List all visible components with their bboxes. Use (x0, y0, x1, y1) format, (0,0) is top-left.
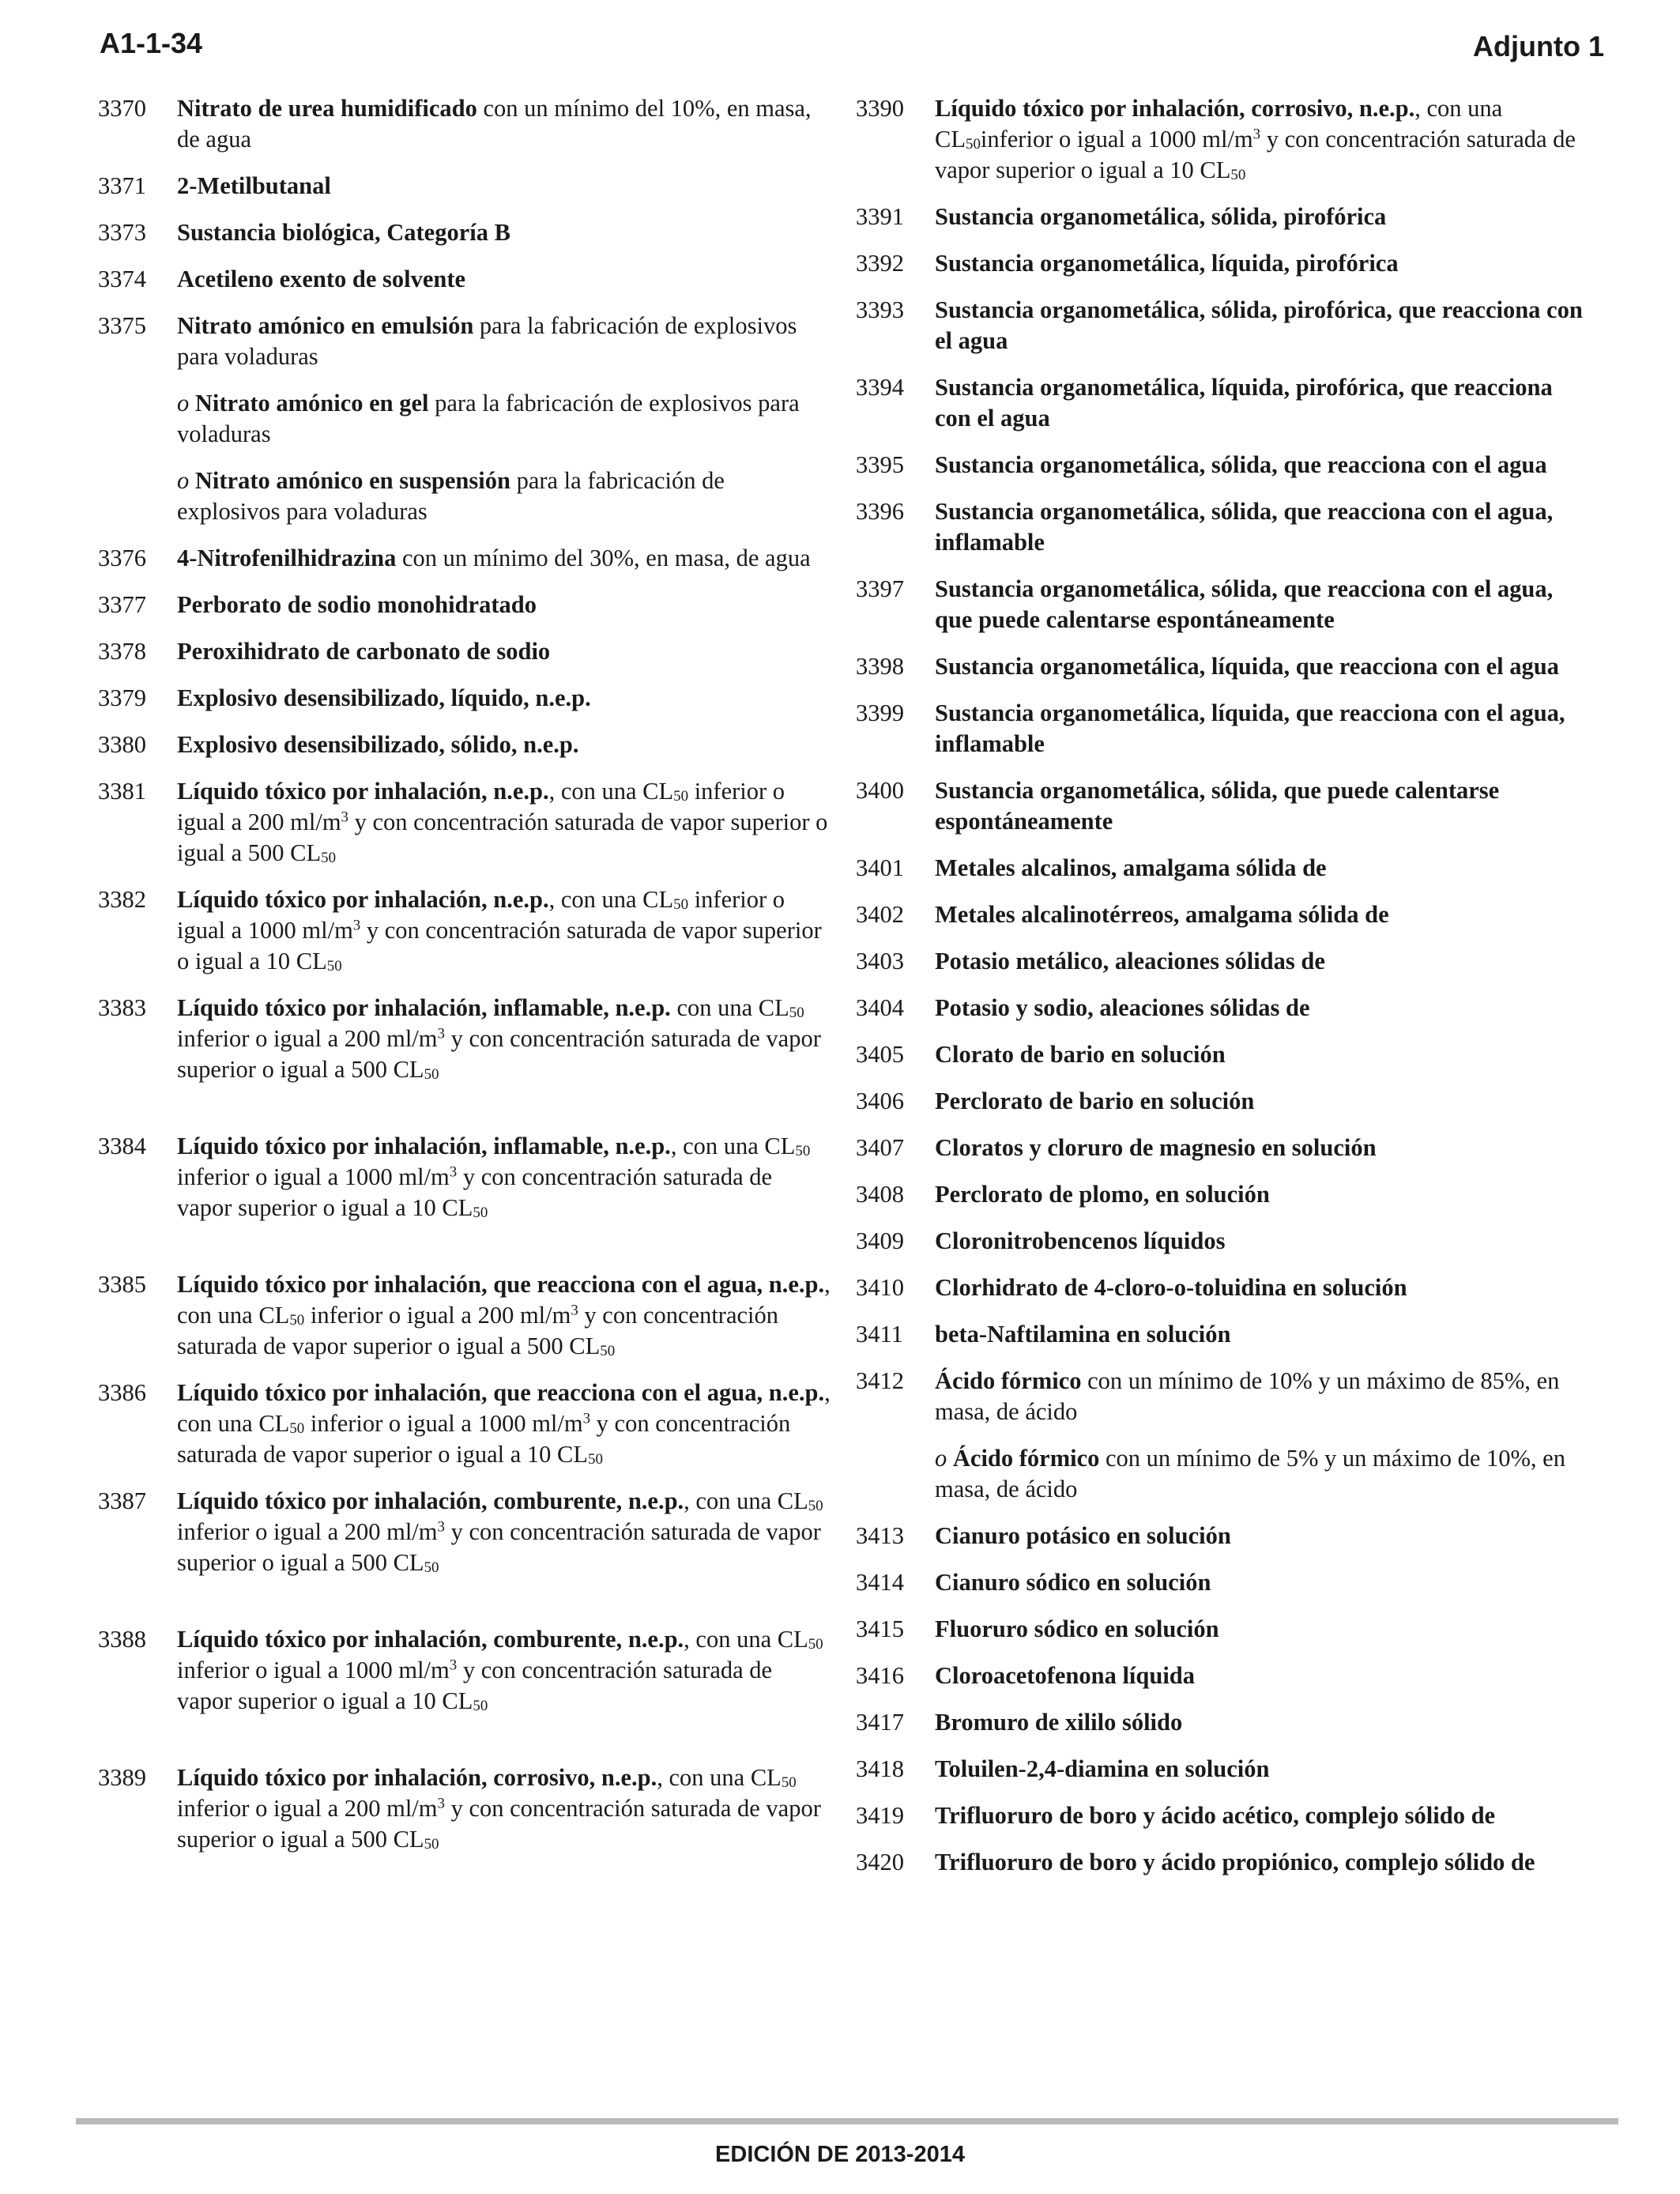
superscript: 3 (437, 1795, 445, 1812)
un-number: 3374 (98, 266, 146, 292)
superscript: 3 (341, 809, 348, 826)
entry-name: Líquido tóxico por inhalación, inflamable, n.e.p. (177, 1133, 671, 1159)
entry-text (177, 590, 833, 620)
subscript: 50 (473, 1204, 488, 1221)
list-item (856, 1366, 1591, 1427)
entry-name: Metales alcalinotérreos, amalgama sólida de (935, 901, 1389, 928)
entry-detail: y con concentración saturada de vapor superior o igual a 10 CL (935, 126, 1576, 183)
list-item (98, 1624, 833, 1717)
entry-detail: para la fabricación de explosivos para voladuras (177, 390, 800, 447)
un-number: 3418 (856, 1755, 904, 1782)
right-column (856, 93, 1591, 1894)
un-number: 3404 (856, 994, 904, 1021)
entry-name: 2-Metilbutanal (177, 172, 331, 199)
subscript: 50 (789, 1004, 804, 1021)
list-item (856, 450, 1591, 481)
entry-text (177, 993, 833, 1085)
subscript: 50 (808, 1635, 823, 1653)
entry-text (177, 776, 833, 869)
list-item (856, 1226, 1591, 1257)
list-item (98, 93, 833, 155)
subscript: 50 (795, 1142, 811, 1159)
entry-detail: inferior o igual a 200 ml/m (177, 1518, 438, 1545)
un-number: 3377 (98, 591, 146, 618)
entry-detail: con un mínimo del 10%, en masa, de agua (177, 95, 812, 153)
list-item (98, 993, 833, 1085)
entry-detail: y con concentración saturada de vapor superior o igual a 10 CL (177, 917, 822, 974)
entry-name: Toluilen-2,4-diamina en solución (935, 1755, 1270, 1782)
list-item (98, 217, 833, 248)
entry-name: 4-Nitrofenilhidrazina (177, 545, 397, 571)
entry-name: Líquido tóxico por inhalación, que reacciona con el agua, n.e.p. (177, 1271, 825, 1298)
list-item (856, 993, 1591, 1023)
list-item (856, 248, 1591, 279)
entry-detail: con un mínimo del 30%, en masa, de agua (396, 545, 811, 571)
entry-detail: y con concentración saturada de vapor superior o igual a 10 CL (177, 1163, 773, 1221)
entry-name: Trifluoruro de boro y ácido acético, complejo sólido de (935, 1802, 1496, 1829)
entry-name: Líquido tóxico por inhalación, inflamable, n.e.p. (177, 994, 671, 1021)
entry-text (177, 543, 833, 574)
entry-detail: inferior o igual a 200 ml/m (177, 778, 785, 835)
entry-detail: inferior o igual a 1000 ml/m (177, 1163, 450, 1190)
superscript: 3 (582, 1410, 591, 1427)
entry-text (177, 884, 833, 977)
un-number: 3370 (98, 95, 146, 122)
un-number: 3378 (98, 638, 146, 665)
un-number: 3402 (856, 901, 904, 928)
entry-name: Ácido fórmico (935, 1367, 1082, 1394)
entry-name: beta-Naftilamina en solución (935, 1321, 1231, 1348)
entry-name: Ácido fórmico (952, 1445, 1100, 1472)
un-number: 3385 (98, 1271, 146, 1298)
entry-name: Peroxihidrato de carbonato de sodio (177, 638, 551, 665)
entry-text (177, 171, 833, 202)
un-number: 3392 (856, 250, 904, 277)
un-number: 3391 (856, 203, 904, 230)
list-item (98, 729, 833, 760)
un-number: 3398 (856, 653, 904, 680)
un-number: 3375 (98, 312, 146, 339)
subscript: 50 (1230, 166, 1246, 183)
list-item (98, 311, 833, 372)
un-number: 3383 (98, 994, 146, 1021)
entry-detail: , con una CL (935, 95, 1503, 153)
superscript: 3 (449, 1657, 458, 1674)
subscript: 50 (588, 1450, 603, 1468)
list-item (98, 543, 833, 574)
alternate-entry (935, 1443, 1591, 1505)
entry-name: Metales alcalinos, amalgama sólida de (935, 854, 1327, 881)
entry-name: Clorhidrato de 4-cloro-o-toluidina en solución (935, 1274, 1407, 1301)
alternate-entry (177, 388, 833, 450)
un-number: 3373 (98, 219, 146, 246)
list-item (98, 1486, 833, 1578)
footer-divider (76, 2118, 1618, 2124)
un-number: 3376 (98, 545, 146, 571)
entry-name: Líquido tóxico por inhalación, n.e.p. (177, 886, 549, 913)
list-item (98, 264, 833, 295)
entry-name: Clorato de bario en solución (935, 1041, 1226, 1068)
un-number: 3400 (856, 777, 904, 804)
list-item (856, 1086, 1591, 1117)
un-number: 3411 (856, 1321, 903, 1348)
entry-name: Líquido tóxico por inhalación, corrosivo, n.e.p. (177, 1764, 657, 1791)
entry-name: Cianuro potásico en solución (935, 1522, 1231, 1549)
entry-detail: y con concentración saturada de vapor superior o igual a 10 CL (177, 1657, 773, 1714)
un-number: 3416 (856, 1662, 904, 1689)
un-number: 3393 (856, 296, 904, 323)
subscript: 50 (965, 135, 981, 153)
subscript: 50 (600, 1342, 616, 1359)
un-number: 3401 (856, 854, 904, 881)
superscript: 3 (1252, 126, 1261, 143)
list-item (856, 372, 1591, 434)
list-item (856, 1319, 1591, 1350)
list-item (98, 884, 833, 977)
un-number: 3389 (98, 1764, 146, 1791)
entry-name: Potasio y sodio, aleaciones sólidas de (935, 994, 1310, 1021)
list-item (98, 171, 833, 202)
entry-name: Acetileno exento de solvente (177, 266, 466, 292)
entry-name: Cloroacetofenona líquida (935, 1662, 1196, 1689)
superscript: 3 (449, 1163, 458, 1181)
un-number: 3382 (98, 886, 146, 913)
un-number: 3390 (856, 95, 904, 122)
list-item (856, 1800, 1591, 1831)
un-number: 3386 (98, 1379, 146, 1406)
entry-text (177, 1762, 833, 1855)
list-item (856, 1179, 1591, 1210)
entry-text (177, 1624, 833, 1717)
entry-name: Explosivo desensibilizado, sólido, n.e.p. (177, 731, 579, 758)
list-item (856, 496, 1591, 558)
list-item (856, 1614, 1591, 1645)
un-number: 3379 (98, 684, 146, 711)
entry-text (935, 1366, 1591, 1427)
entry-name: Sustancia organometálica, sólida, que reacciona con el agua (935, 451, 1547, 478)
entry-text (177, 636, 833, 667)
entry-text (177, 683, 833, 714)
entry-detail: y con concentración saturada de vapor superior o igual a 10 CL (177, 1410, 791, 1468)
left-column (98, 93, 833, 1871)
list-item (98, 590, 833, 620)
entry-text (177, 264, 833, 295)
un-number: 3395 (856, 451, 904, 478)
entry-detail: inferior o igual a 200 ml/m (177, 1025, 438, 1052)
entry-text (177, 217, 833, 248)
entry-detail: , con una CL (177, 1271, 831, 1329)
edition-footer: EDICIÓN DE 2013-2014 (715, 2142, 965, 2167)
un-number: 3403 (856, 948, 904, 974)
subscript: 50 (424, 1065, 439, 1083)
entry-detail: , con una CL (684, 1626, 808, 1653)
subscript: 50 (321, 849, 337, 866)
entry-name: Sustancia organometálica, sólida, que puede calentarse espontáneamente (935, 777, 1500, 835)
list-item (98, 1762, 833, 1855)
un-number: 3410 (856, 1274, 904, 1301)
un-number: 3381 (98, 778, 146, 805)
entry-name: Nitrato amónico en suspensión (194, 467, 510, 494)
list-item (856, 899, 1591, 930)
un-number: 3384 (98, 1133, 146, 1159)
entry-detail: inferior o igual a 1000 ml/m (177, 886, 785, 944)
entry-text (177, 93, 833, 155)
entry-name: Fluoruro sódico en solución (935, 1615, 1219, 1642)
list-item (856, 1272, 1591, 1303)
subscript: 50 (289, 1311, 305, 1329)
entry-name: Sustancia organometálica, líquida, que reacciona con el agua (935, 653, 1559, 680)
un-number: 3415 (856, 1615, 904, 1642)
entry-name: Sustancia organometálica, sólida, pirofórica, que reacciona con el agua (935, 296, 1583, 354)
alternate-conjunction: o (177, 390, 195, 417)
list-item (856, 295, 1591, 356)
entry-name: Explosivo desensibilizado, líquido, n.e.p. (177, 684, 591, 711)
superscript: 3 (352, 917, 361, 934)
entry-name: Potasio metálico, aleaciones sólidas de (935, 948, 1325, 974)
un-number: 3417 (856, 1709, 904, 1736)
entry-detail: para la fabricación de explosivos para voladuras (177, 312, 797, 370)
list-item (856, 853, 1591, 884)
un-number: 3371 (98, 172, 146, 199)
list-item (856, 1847, 1591, 1878)
entry-detail: y con concentración saturada de vapor superior o igual a 500 CL (177, 1025, 821, 1083)
entry-detail: y con concentración saturada de vapor superior o igual a 500 CL (177, 1795, 821, 1853)
entry-detail: , con una CL (684, 1487, 808, 1514)
entry-name: Nitrato amónico en gel (194, 390, 429, 417)
list-item (856, 574, 1591, 635)
list-item (98, 776, 833, 869)
entry-detail: inferior o igual a 1000 ml/m (304, 1410, 583, 1437)
list-item (856, 1567, 1591, 1598)
entry-name: Sustancia organometálica, sólida, que reacciona con el agua, que puede calentarse espontáneamente (935, 575, 1554, 633)
un-number: 3419 (856, 1802, 904, 1829)
entry-detail: con una CL (670, 994, 789, 1021)
list-item (856, 651, 1591, 682)
attachment-label: Adjunto 1 (1473, 30, 1604, 62)
un-number: 3394 (856, 374, 904, 401)
un-number: 3412 (856, 1367, 904, 1394)
alternate-conjunction: o (177, 467, 195, 494)
subscript: 50 (424, 1835, 439, 1853)
entry-detail: , con una CL (548, 778, 674, 805)
subscript: 50 (781, 1774, 797, 1791)
entry-text (177, 1486, 833, 1578)
list-item (856, 1707, 1591, 1738)
entry-name: Sustancia organometálica, líquida, pirofórica (935, 250, 1399, 277)
subscript: 50 (673, 787, 689, 805)
entry-name: Perclorato de plomo, en solución (935, 1181, 1270, 1208)
entry-detail: , con una CL (177, 1379, 831, 1437)
entry-name: Líquido tóxico por inhalación, corrosivo, n.e.p. (935, 95, 1415, 122)
entry-detail: y con concentración saturada de vapor superior o igual a 500 CL (177, 1518, 821, 1576)
un-number: 3407 (856, 1134, 904, 1161)
entry-name: Nitrato amónico en emulsión (177, 312, 474, 339)
list-item (98, 1131, 833, 1223)
entry-name: Líquido tóxico por inhalación, comburente, n.e.p. (177, 1626, 684, 1653)
un-number: 3413 (856, 1522, 904, 1549)
subscript: 50 (808, 1497, 823, 1514)
entry-detail: , con una CL (670, 1133, 796, 1159)
un-number: 3420 (856, 1849, 904, 1875)
subscript: 50 (673, 895, 689, 913)
subscript: 50 (289, 1419, 305, 1437)
list-item (98, 1378, 833, 1470)
entry-name: Cloratos y cloruro de magnesio en solución (935, 1134, 1377, 1161)
entry-name: Sustancia biológica, Categoría B (177, 219, 510, 246)
un-number: 3405 (856, 1041, 904, 1068)
entry-name: Cianuro sódico en solución (935, 1569, 1211, 1596)
entry-name: Bromuro de xililo sólido (935, 1709, 1183, 1736)
superscript: 3 (437, 1025, 445, 1042)
entry-detail: y con concentración saturada de vapor superior o igual a 500 CL (177, 809, 828, 866)
entry-detail: inferior o igual a 1000 ml/m (177, 1657, 450, 1683)
entry-name: Sustancia organometálica, líquida, que reacciona con el agua, inflamable (935, 699, 1565, 757)
entry-detail: inferior o igual a 1000 ml/m (980, 126, 1253, 153)
list-item (856, 1661, 1591, 1691)
list-item (856, 1754, 1591, 1785)
entry-detail: , con una CL (548, 886, 674, 913)
un-number: 3408 (856, 1181, 904, 1208)
alternate-entry (177, 466, 833, 527)
entry-name: Nitrato de urea humidificado (177, 95, 477, 122)
un-number: 3387 (98, 1487, 146, 1514)
list-item (856, 1521, 1591, 1551)
list-item (856, 698, 1591, 760)
entry-detail: , con una CL (657, 1764, 782, 1791)
entry-name: Líquido tóxico por inhalación, que reacciona con el agua, n.e.p. (177, 1379, 825, 1406)
entry-text (935, 93, 1591, 186)
un-number: 3380 (98, 731, 146, 758)
subscript: 50 (424, 1559, 439, 1576)
un-number: 3396 (856, 498, 904, 525)
entry-text (177, 311, 833, 372)
list-item (98, 1269, 833, 1362)
entry-detail: y con concentración saturada de vapor superior o igual a 500 CL (177, 1302, 779, 1359)
list-item (856, 202, 1591, 232)
entry-name: Líquido tóxico por inhalación, comburente, n.e.p. (177, 1487, 684, 1514)
entry-name: Cloronitrobencenos líquidos (935, 1227, 1226, 1254)
un-number: 3399 (856, 699, 904, 726)
list-item (856, 1039, 1591, 1070)
page-code: A1-1-34 (100, 27, 203, 59)
un-number: 3406 (856, 1088, 904, 1114)
entry-name: Perclorato de bario en solución (935, 1088, 1255, 1114)
entry-detail: para la fabricación de explosivos para voladuras (177, 467, 725, 525)
list-item (856, 1133, 1591, 1163)
entry-text (177, 1378, 833, 1470)
subscript: 50 (473, 1697, 488, 1714)
list-item (856, 946, 1591, 977)
subscript: 50 (326, 957, 342, 974)
list-item (98, 636, 833, 667)
entry-name: Sustancia organometálica, sólida, que reacciona con el agua, inflamable (935, 498, 1554, 556)
entry-text (177, 1131, 833, 1223)
entry-text (177, 1269, 833, 1362)
un-number: 3414 (856, 1569, 904, 1596)
list-item (98, 683, 833, 714)
entry-name: Sustancia organometálica, líquida, pirofórica, que reacciona con el agua (935, 374, 1553, 432)
entry-detail: inferior o igual a 200 ml/m (304, 1302, 571, 1329)
entry-text (177, 729, 833, 760)
entry-name: Líquido tóxico por inhalación, n.e.p. (177, 778, 549, 805)
un-number: 3397 (856, 575, 904, 602)
un-number: 3388 (98, 1626, 146, 1653)
entry-detail: inferior o igual a 200 ml/m (177, 1795, 438, 1822)
entry-name: Trifluoruro de boro y ácido propiónico, complejo sólido de (935, 1849, 1535, 1875)
superscript: 3 (571, 1302, 578, 1319)
entry-detail: con un mínimo de 5% y un máximo de 10%, en masa, de ácido (935, 1445, 1565, 1502)
list-item (856, 93, 1591, 186)
un-number: 3409 (856, 1227, 904, 1254)
entry-name: Perborato de sodio monohidratado (177, 591, 537, 618)
alternate-conjunction: o (935, 1445, 953, 1472)
superscript: 3 (437, 1518, 445, 1536)
entry-name: Sustancia organometálica, sólida, pirofórica (935, 203, 1387, 230)
list-item (856, 775, 1591, 837)
entry-detail: con un mínimo de 10% y un máximo de 85%, en masa, de ácido (935, 1367, 1560, 1425)
